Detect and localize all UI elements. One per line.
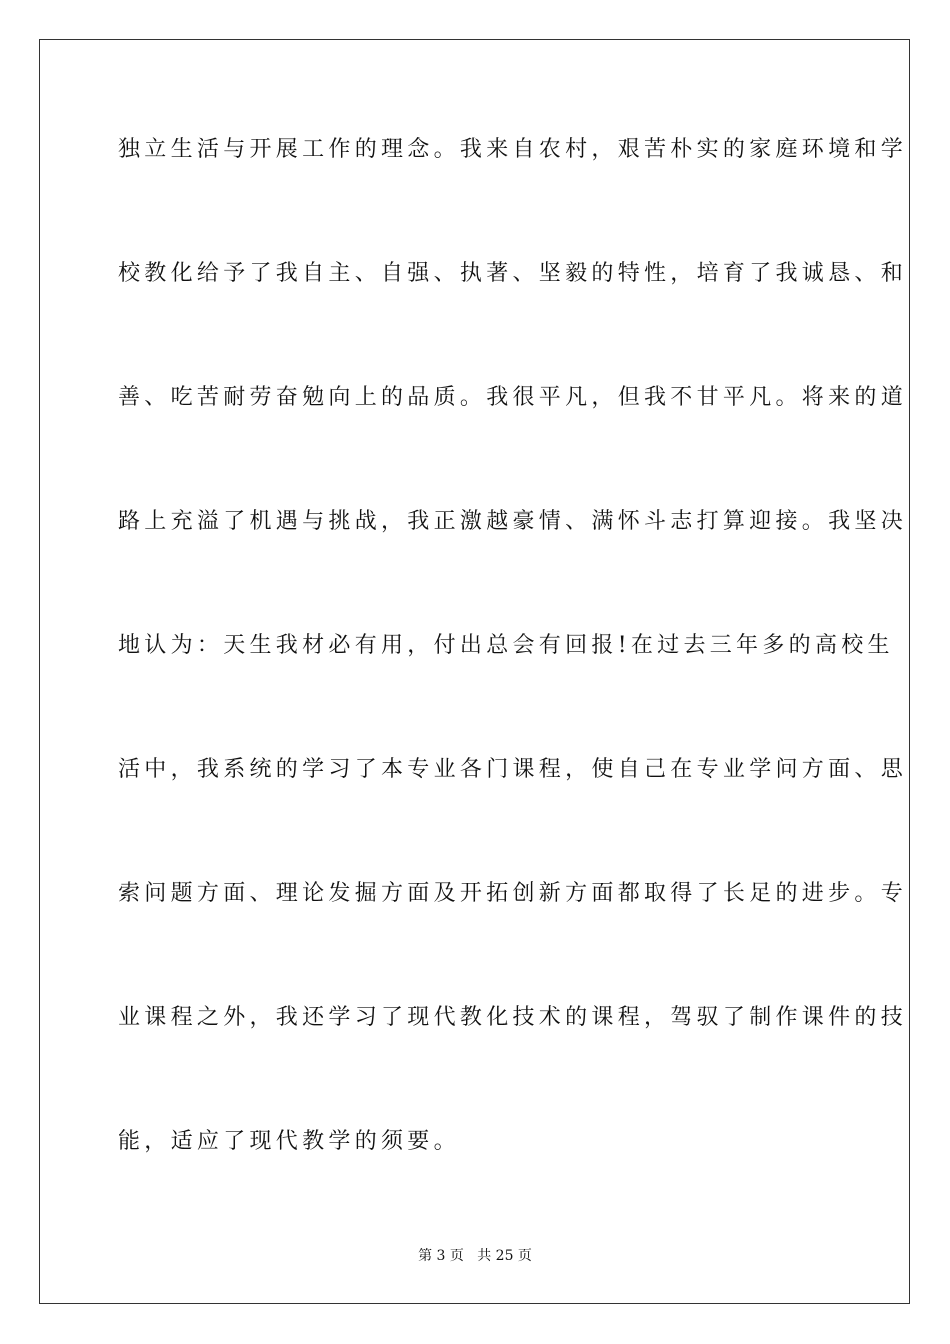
text-line: 独立生活与开展工作的理念。我来自农村，艰苦朴实的家庭环境和学 bbox=[118, 137, 908, 162]
text-line: 索问题方面、理论发掘方面及开拓创新方面都取得了长足的进步。专 bbox=[118, 881, 908, 906]
text-line: 路上充溢了机遇与挑战，我正激越豪情、满怀斗志打算迎接。我坚决 bbox=[118, 509, 908, 534]
text-line: 地认为：天生我材必有用，付出总会有回报!在过去三年多的高校生 bbox=[118, 633, 894, 658]
text-line: 校教化给予了我自主、自强、执著、坚毅的特性，培育了我诚恳、和 bbox=[118, 261, 908, 286]
text-line: 能，适应了现代教学的须要。 bbox=[118, 1129, 460, 1154]
text-line: 业课程之外，我还学习了现代教化技术的课程，驾驭了制作课件的技 bbox=[118, 1005, 908, 1030]
text-line: 活中，我系统的学习了本专业各门课程，使自己在专业学问方面、思 bbox=[118, 757, 908, 782]
page-number-footer: 第 3 页 共 25 页 bbox=[418, 1248, 532, 1264]
document-body bbox=[118, 126, 908, 1166]
text-line: 善、吃苦耐劳奋勉向上的品质。我很平凡，但我不甘平凡。将来的道 bbox=[118, 385, 908, 410]
